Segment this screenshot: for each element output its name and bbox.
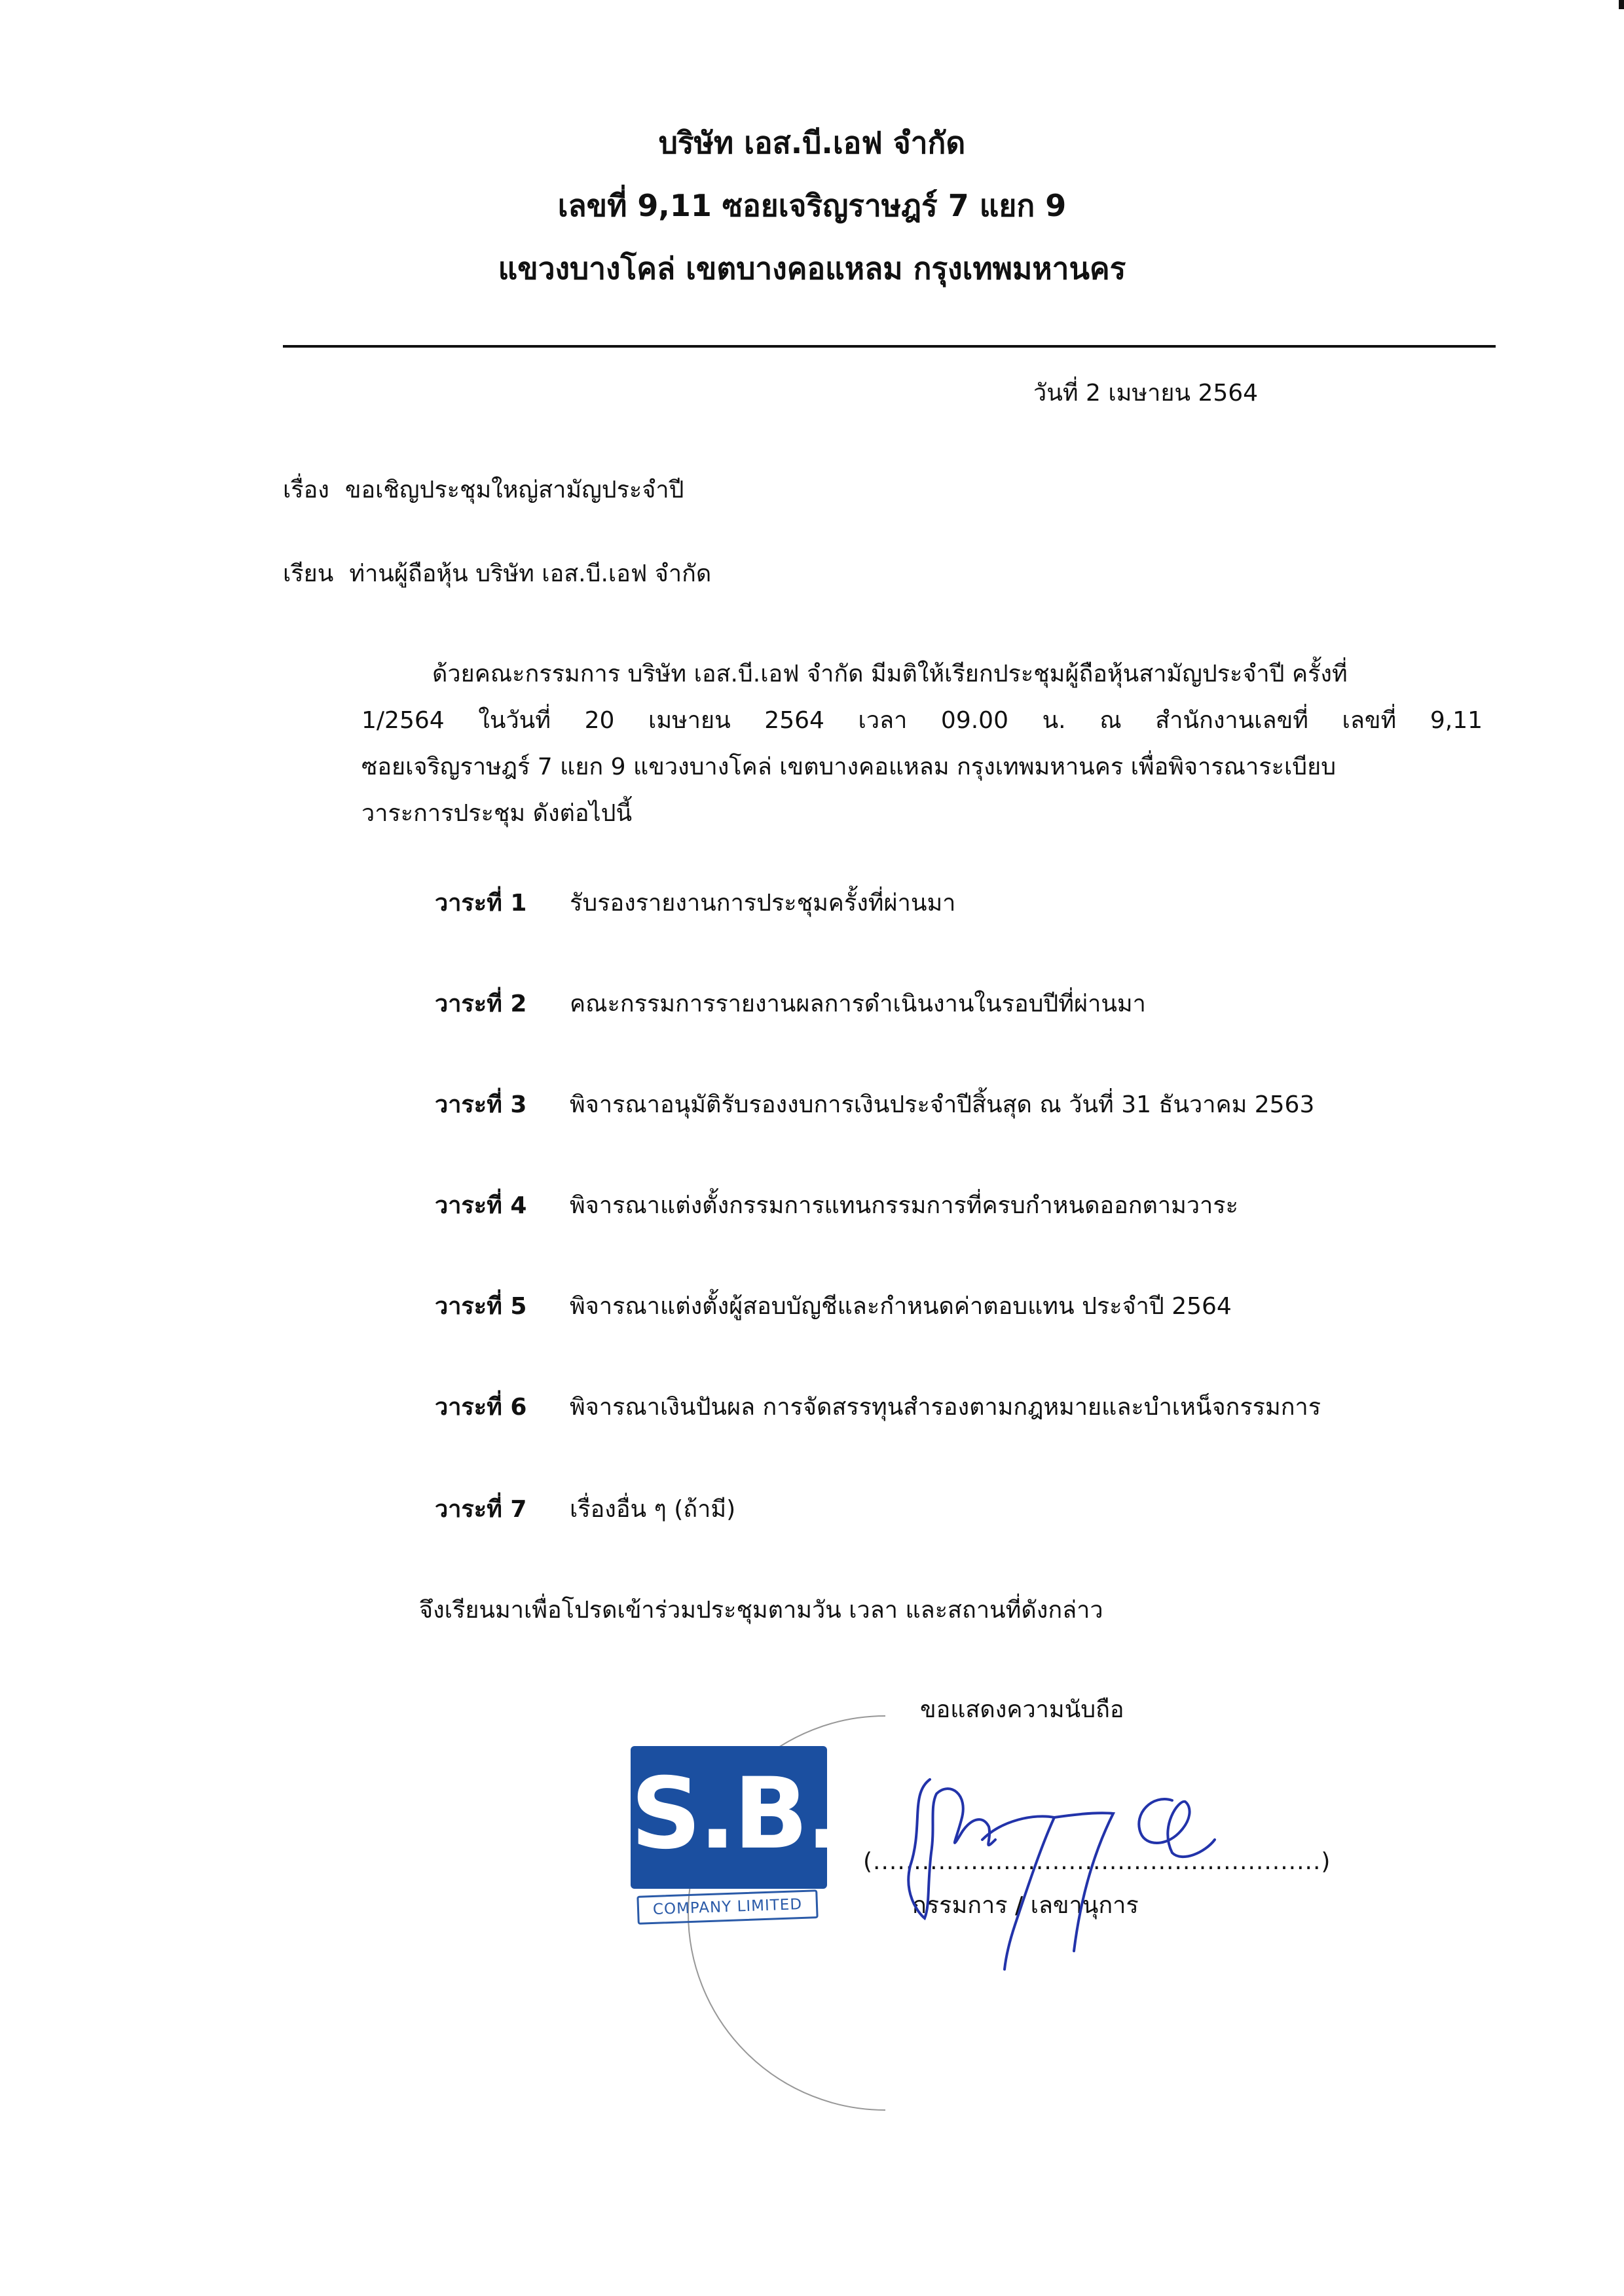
agenda-label: วาระที่ 1 [435, 890, 527, 917]
agenda-text: รับรองรายงานการประชุมครั้งที่ผ่านมา [570, 890, 956, 917]
signature-stroke [908, 1779, 995, 1918]
signature-stroke [1054, 1813, 1113, 1951]
body-paragraph-line-4: วาระการประชุม ดังต่อไปนี้ [361, 800, 633, 827]
body-paragraph-line-2: 1/2564 ในวันที่ 20 เมษายน 2564 เวลา 09.00 น. ณ สำนักงานเลขที่ เลขที่ 9,11 [361, 707, 1483, 734]
body-paragraph-line-3: ซอยเจริญราษฎร์ 7 แยก 9 แขวงบางโคล่ เขตบางคอแหลม กรุงเทพมหานคร เพื่อพิจารณาระเบียบ [361, 754, 1337, 780]
recipient-row [283, 558, 711, 590]
agenda-item [435, 1291, 1232, 1322]
agenda-text: พิจารณาอนุมัติรับรองงบการเงินประจำปีสิ้นสุด ณ วันที่ 31 ธันวาคม 2563 [570, 1091, 1315, 1118]
stamp-subtext: COMPANY LIMITED [637, 1889, 818, 1925]
recipient-text: ท่านผู้ถือหุ้น บริษัท เอส.บี.เอฟ จำกัด [349, 560, 712, 587]
signature-line: (.......................................................) [863, 1848, 1331, 1875]
agenda-item [435, 1089, 1314, 1121]
company-address-line-2: แขวงบางโคล่ เขตบางคอแหลม กรุงเทพมหานคร [498, 251, 1126, 286]
agenda-text: คณะกรรมการรายงานผลการดำเนินงานในรอบปีที่ผ่านมา [570, 991, 1146, 1017]
company-name: บริษัท เอส.บี.เอฟ จำกัด [658, 125, 966, 160]
body-paragraph-line-1: ด้วยคณะกรรมการ บริษัท เอส.บี.เอฟ จำกัด มีมติให้เรียกประชุมผู้ถือหุ้นสามัญประจำปี ครั้งที่ [432, 661, 1348, 687]
company-stamp [631, 1746, 905, 1918]
agenda-item [435, 1392, 1321, 1423]
agenda-item [435, 989, 1146, 1020]
agenda-text: พิจารณาเงินปันผล การจัดสรรทุนสำรองตามกฎหมายและบำเหน็จกรรมการ [570, 1394, 1321, 1421]
stamp-letters: S.B.F [631, 1757, 905, 1871]
subject-label: เรื่อง [283, 477, 329, 503]
agenda-label: วาระที่ 6 [435, 1394, 527, 1421]
signer-title: กรรมการ / เลขานุการ [912, 1892, 1139, 1919]
header-divider [283, 345, 1496, 348]
scan-edge-mark [1619, 0, 1624, 9]
agenda-label: วาระที่ 4 [435, 1192, 527, 1219]
regards-text: ขอแสดงความนับถือ [920, 1696, 1124, 1723]
signature-stroke [1139, 1799, 1215, 1857]
agenda-item [435, 1190, 1238, 1222]
document-date: วันที่ 2 เมษายน 2564 [1033, 380, 1259, 407]
agenda-label: วาระที่ 7 [435, 1496, 527, 1523]
agenda-label: วาระที่ 3 [435, 1091, 527, 1118]
agenda-label: วาระที่ 2 [435, 991, 527, 1017]
agenda-item [435, 888, 955, 919]
company-address-line-1: เลขที่ 9,11 ซอยเจริญราษฎร์ 7 แยก 9 [557, 188, 1067, 223]
recipient-label: เรียน [283, 560, 334, 587]
agenda-text: เรื่องอื่น ๆ (ถ้ามี) [570, 1496, 736, 1523]
agenda-text: พิจารณาแต่งตั้งกรรมการแทนกรรมการที่ครบกำหนดออกตามวาระ [570, 1192, 1238, 1219]
signature-stroke [982, 1816, 1054, 1969]
agenda-text: พิจารณาแต่งตั้งผู้สอบบัญชีและกำหนดค่าตอบแทน ประจำปี 2564 [570, 1293, 1232, 1320]
agenda-item [435, 1494, 735, 1525]
agenda-label: วาระที่ 5 [435, 1293, 527, 1320]
subject-row [283, 475, 684, 506]
closing-sentence: จึงเรียนมาเพื่อโปรดเข้าร่วมประชุมตามวัน เวลา และสถานที่ดังกล่าว [419, 1597, 1103, 1624]
subject-text: ขอเชิญประชุมใหญ่สามัญประจำปี [344, 477, 684, 503]
handwritten-signature [884, 1755, 1225, 1977]
